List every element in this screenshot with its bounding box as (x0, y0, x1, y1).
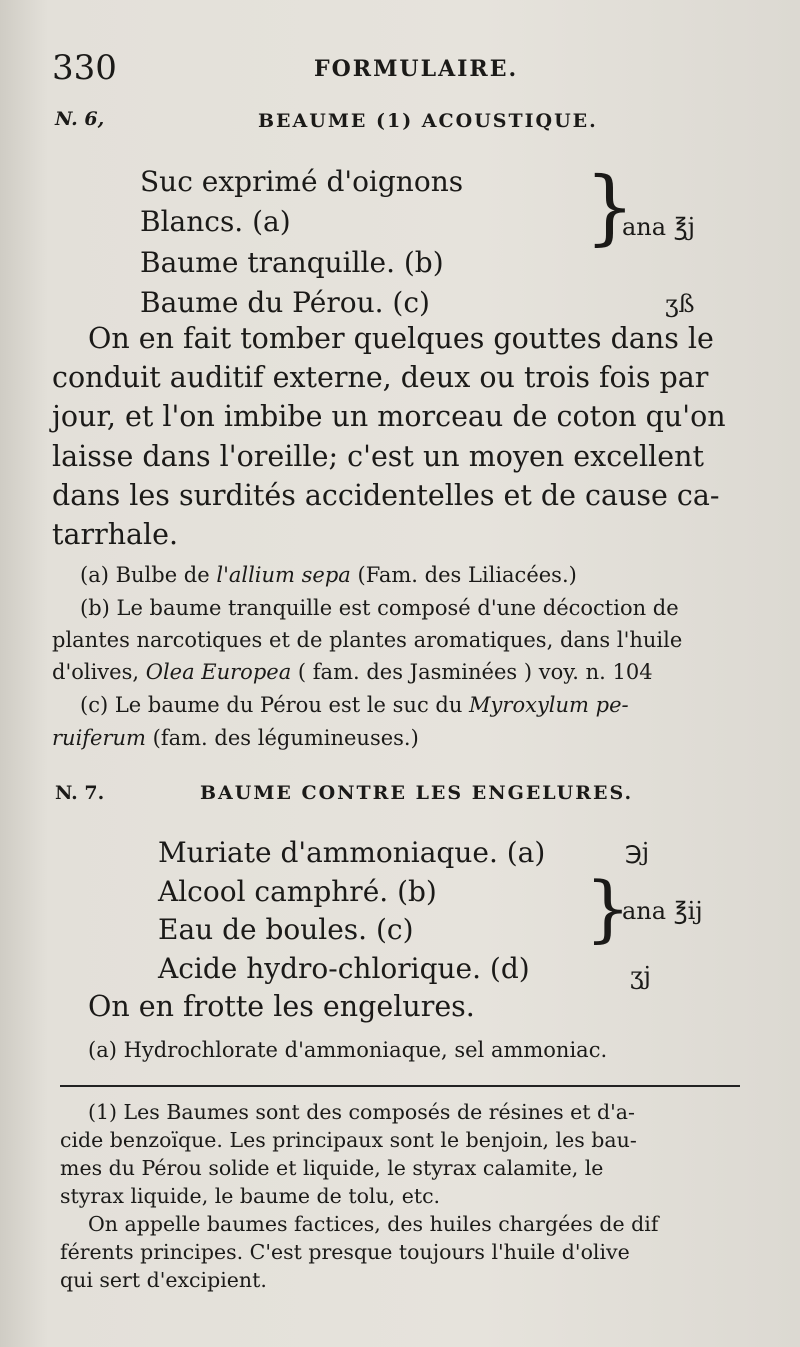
section-title: BAUME CONTRE LES ENGELURES. (200, 782, 634, 804)
note-b: (b) Le baume tranquille est composé d'une décoction de (80, 596, 679, 620)
ingredient: Suc exprimé d'oignons (140, 165, 464, 198)
dose: ʒß (665, 290, 695, 318)
footnote-line: (1) Les Baumes sont des composés de résines et d'a- (88, 1100, 635, 1124)
ingredient: Blancs. (a) (140, 205, 291, 238)
note-a: (a) Hydrochlorate d'ammoniaque, sel ammoniac. (88, 1038, 608, 1062)
section-number: N. 7. (55, 782, 105, 804)
footnote-line: mes du Pérou solide et liquide, le styrax calamite, le (60, 1156, 604, 1180)
text-line: On en fait tomber quelques gouttes dans le (88, 322, 714, 355)
curly-brace: } (585, 866, 631, 950)
note-c-cont: ruiferum (fam. des légumineuses.) (52, 726, 419, 750)
page-header (52, 48, 742, 88)
footnote-line: On appelle baumes factices, des huiles chargées de dif (88, 1212, 659, 1236)
note-b-cont: plantes narcotiques et de plantes aromatiques, dans l'huile (52, 628, 683, 652)
dose-ana: ana ℥ij (622, 897, 703, 925)
running-title: FORMULAIRE. (314, 56, 519, 82)
text-line: jour, et l'on imbibe un morceau de coton qu'on (52, 400, 726, 433)
text-line: conduit auditif externe, deux ou trois fois par (52, 361, 709, 394)
text-line: laisse dans l'oreille; c'est un moyen excellent (52, 440, 704, 473)
ingredient: Eau de boules. (c) (158, 913, 414, 946)
ingredient: Muriate d'ammoniaque. (a) (158, 836, 546, 869)
footnote-line: qui sert d'excipient. (60, 1268, 267, 1292)
curly-brace: } (585, 159, 635, 255)
ingredient: Baume du Pérou. (c) (140, 286, 430, 319)
dose: ℈j (625, 838, 650, 866)
section-title: BEAUME (1) ACOUSTIQUE. (258, 110, 598, 132)
footnote-line: cide benzoïque. Les principaux sont le benjoin, les bau- (60, 1128, 637, 1152)
note-c: (c) Le baume du Pérou est le suc du Myroxylum pe- (80, 693, 629, 717)
ingredient: Acide hydro-chlorique. (d) (158, 952, 530, 985)
footnote-divider (60, 1085, 740, 1087)
ingredient: Alcool camphré. (b) (158, 875, 437, 908)
section-number: N. 6, (55, 108, 105, 130)
footnote-line: férents principes. C'est presque toujours l'huile d'olive (60, 1240, 630, 1264)
text-line: dans les surdités accidentelles et de cause ca- (52, 479, 720, 512)
dose-ana: ana ℥j (622, 213, 696, 241)
dose: ʒj (630, 962, 651, 990)
note-b-cont: d'olives, Olea Europea ( fam. des Jasminées ) voy. n. 104 (52, 660, 653, 684)
ingredient: Baume tranquille. (b) (140, 246, 444, 279)
page-number: 330 (52, 48, 117, 88)
note-a: (a) Bulbe de l'allium sepa (Fam. des Liliacées.) (80, 563, 577, 587)
text-line: On en frotte les engelures. (88, 990, 475, 1023)
text-line: tarrhale. (52, 518, 179, 551)
footnote-line: styrax liquide, le baume de tolu, etc. (60, 1184, 441, 1208)
